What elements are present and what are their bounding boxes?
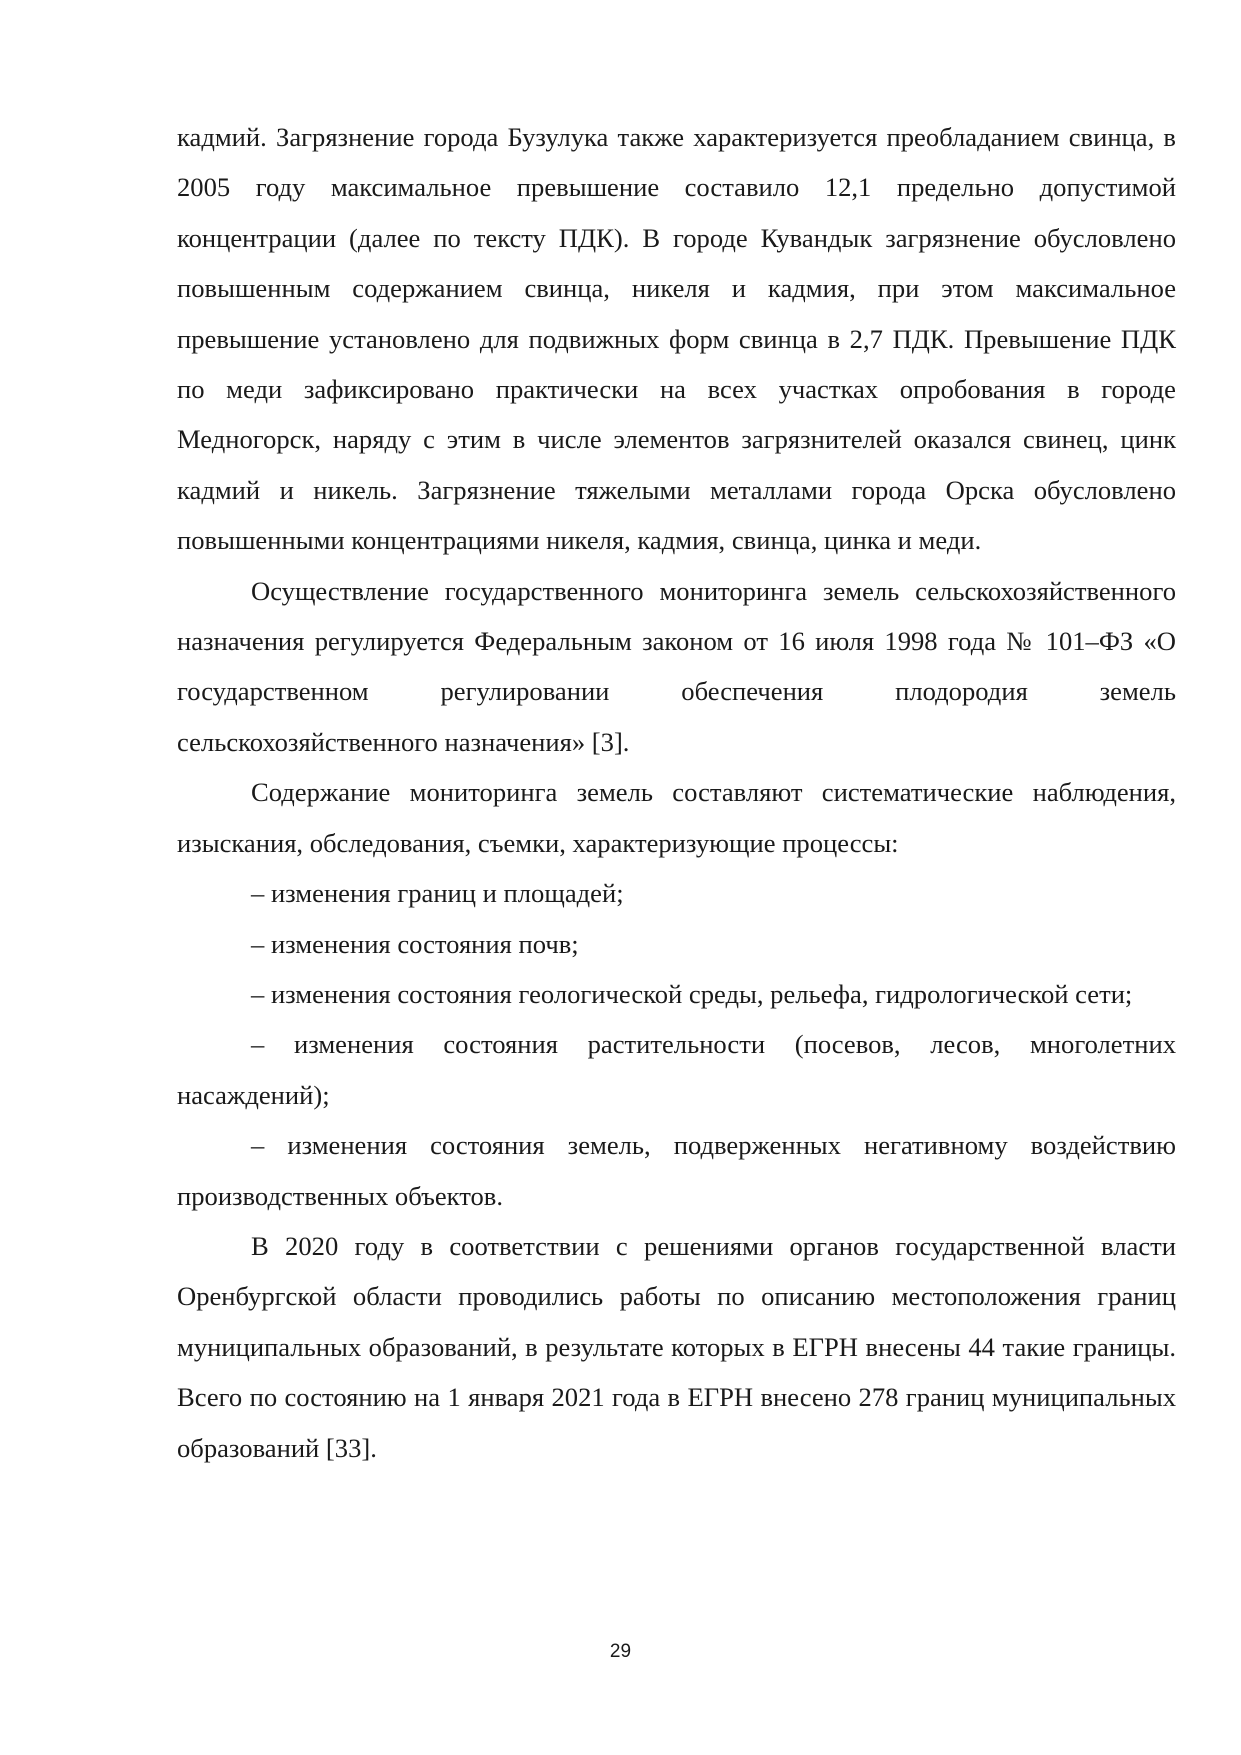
list-item-boundaries: – изменения границ и площадей;: [251, 878, 624, 909]
page-number: 29: [609, 1641, 632, 1662]
list-item-soils: – изменения состояния почв;: [251, 928, 579, 959]
list-item-industrial-impact: – изменения состояния земель, подверженных негативному воздействию производственных объектов.: [177, 1130, 1176, 1211]
paragraph-boundaries-2020: В 2020 году в соответствии с решениями органов государственной власти Оренбургской области проводились работы по описанию местоположения границ муниципальных образований, в результате которых в ЕГРН внесены 44 такие границы. Всего по состоянию на 1 января 2021 года в ЕГРН внесено 278 границ муниципальных образований [33].: [177, 1230, 1176, 1463]
list-item-geology: – изменения состояния геологической среды, рельефа, гидрологической сети;: [251, 978, 1133, 1009]
paragraph-pollution-cities: кадмий. Загрязнение города Бузулука также характеризуется преобладанием свинца, в 2005 году максимальное превышение составило 12,1 предельно допустимой концентрации (далее по тексту ПДК). В городе Кувандык загрязнение обусловлено повышенным содержанием свинца, никеля и кадмия, при этом максимальное превышение установлено для подвижных форм свинца в 2,7 ПДК. Превышение ПДК по меди зафиксировано практически на всех участках опробования в городе Медногорск, наряду с этим в числе элементов загрязнителей оказался свинец, цинк кадмий и никель. Загрязнение тяжелыми металлами города Орска обусловлено повышенными концентрациями никеля, кадмия, свинца, цинка и меди.: [177, 122, 1176, 556]
document-body: [177, 112, 1176, 1473]
paragraph-monitoring-law: Осуществление государственного мониторинга земель сельскохозяйственного назначения регулируется Федеральным законом от 16 июля 1998 года № 101–ФЗ «О государственном регулировании обеспечения плодородия земель сельскохозяйственного назначения» [3].: [177, 575, 1176, 757]
paragraph-monitoring-content: Содержание мониторинга земель составляют систематические наблюдения, изыскания, обследования, съемки, характеризующие процессы:: [177, 777, 1176, 858]
list-item-vegetation: – изменения состояния растительности (посевов, лесов, многолетних насаждений);: [177, 1029, 1176, 1110]
